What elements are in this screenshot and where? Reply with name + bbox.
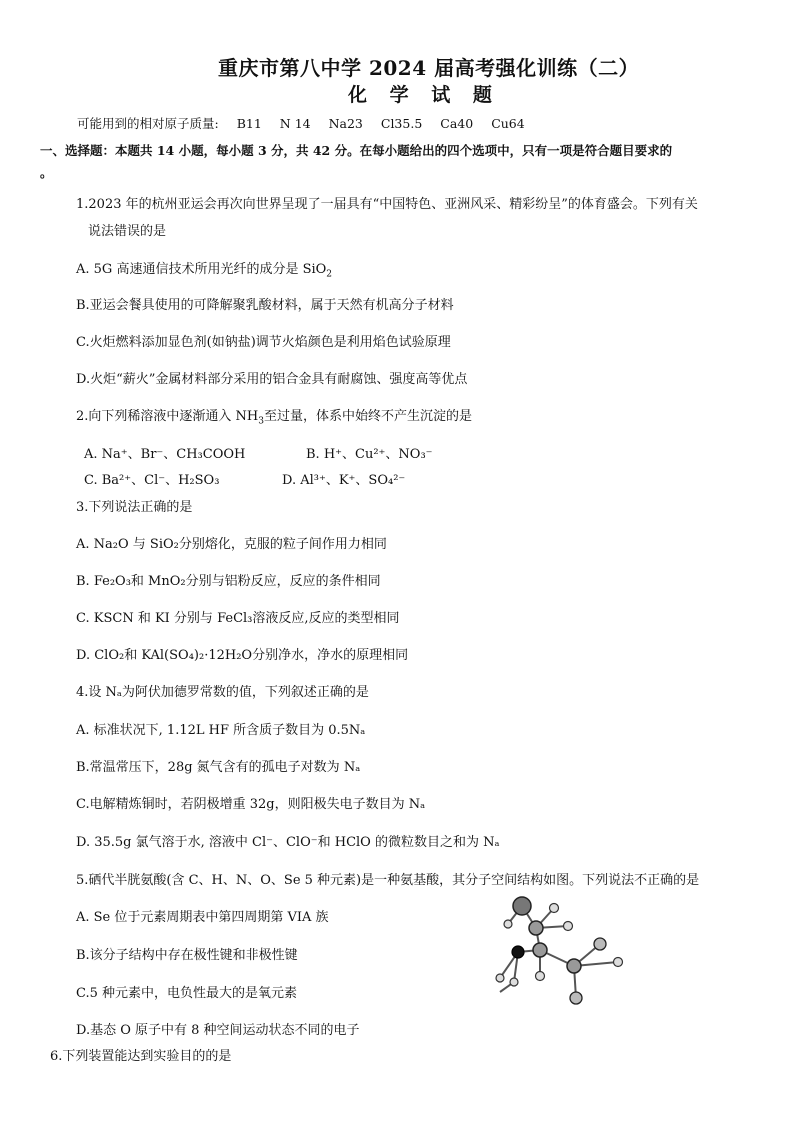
question-1-option-d: D.火炬“薪火”金属材料部分采用的铝合金具有耐腐蚀、强度高等优点 — [76, 372, 468, 387]
atom-c — [567, 959, 581, 973]
atom-o — [594, 938, 606, 950]
question-2-option-b: B. H⁺、Cu²⁺、NO₃⁻ — [306, 447, 433, 462]
mass-item: Cl35.5 — [380, 116, 423, 131]
atom-h — [564, 922, 573, 931]
question-3-option-c: C. KSCN 和 KI 分别与 FeCl₃溶液反应,反应的类型相同 — [76, 611, 400, 626]
question-3-stem: 3.下列说法正确的是 — [76, 500, 193, 515]
section-heading-tail: 。 — [40, 165, 53, 180]
question-6-stem: 6.下列装置能达到实验目的的是 — [50, 1049, 232, 1064]
atom-o — [570, 992, 582, 1004]
atom-c — [529, 921, 543, 935]
question-1-option-c: C.火炬燃料添加显色剂(如钠盐)调节火焰颜色是利用焰色试验原理 — [76, 335, 451, 350]
atom-h — [550, 904, 559, 913]
question-5-stem: 5.硒代半胱氨酸(含 C、H、N、O、Se 5 种元素)是一种氨基酸，其分子空间结构如图。下列说法不正确的是 — [76, 873, 700, 888]
section-heading: 一、选择题：本题共 14 小题，每小题 3 分，共 42 分。在每小题给出的四个选项中，只有一项是符合题目要求的 — [40, 143, 673, 158]
masses-label: 可能用到的相对原子质量: — [77, 116, 219, 131]
question-4-stem: 4.设 Nₐ为阿伏加德罗常数的值，下列叙述正确的是 — [76, 685, 369, 700]
molecule-structure-figure — [478, 890, 638, 1010]
question-2-option-c: C. Ba²⁺、Cl⁻、H₂SO₃ — [84, 473, 220, 488]
atom-h — [504, 920, 512, 928]
question-5-option-c: C.5 种元素中，电负性最大的是氧元素 — [76, 986, 298, 1001]
mass-item: N 14 — [279, 116, 311, 131]
question-5-option-a: A. Se 位于元素周期表中第四周期第 VIA 族 — [76, 910, 329, 925]
atom-h — [510, 978, 518, 986]
question-3-option-a: A. Na₂O 与 SiO₂分别熔化，克服的粒子间作用力相同 — [76, 537, 387, 552]
relative-atomic-masses — [77, 114, 525, 132]
atom-se — [513, 897, 531, 915]
question-4-option-b: B.常温常压下，28g 氮气含有的孤电子对数为 Nₐ — [76, 760, 361, 775]
atom-h — [496, 974, 504, 982]
question-5-option-b: B.该分子结构中存在极性键和非极性键 — [76, 948, 298, 963]
question-1-option-a: A. 5G 高速通信技术所用光纤的成分是 SiO$_2$ — [76, 262, 333, 280]
question-2-option-a: A. Na⁺、Br⁻、CH₃COOH — [84, 447, 246, 462]
atom-h — [536, 972, 545, 981]
question-4-option-d: D. 35.5g 氯气溶于水, 溶液中 Cl⁻、ClO⁻和 HClO 的微粒数目之和为 Nₐ — [76, 835, 500, 850]
question-3-option-b: B. Fe₂O₃和 MnO₂分别与铝粉反应，反应的条件相同 — [76, 574, 381, 589]
mass-item: Ca40 — [440, 116, 474, 131]
question-4-option-c: C.电解精炼铜时，若阴极增重 32g，则阳极失电子数目为 Nₐ — [76, 797, 426, 812]
question-5-option-d: D.基态 O 原子中有 8 种空间运动状态不同的电子 — [76, 1023, 360, 1038]
mass-item: Na23 — [328, 116, 363, 131]
question-1-option-b: B.亚运会餐具使用的可降解聚乳酸材料，属于天然有机高分子材料 — [76, 298, 454, 313]
atom-c — [533, 943, 547, 957]
question-2-option-d: D. Al³⁺、K⁺、SO₄²⁻ — [282, 473, 406, 488]
question-4-option-a: A. 标准状况下, 1.12L HF 所含质子数目为 0.5Nₐ — [76, 723, 366, 738]
question-3-option-d: D. ClO₂和 KAl(SO₄)₂·12H₂O分别净水，净水的原理相同 — [76, 648, 409, 663]
atom-h — [614, 958, 623, 967]
page-subtitle: 化 学 试 题 — [348, 84, 500, 106]
question-2-stem: 2.向下列稀溶液中逐渐通入 $NH_3$至过量，体系中始终不产生沉淀的是 — [76, 409, 473, 427]
molecule-atoms — [496, 897, 623, 1004]
page-title: 重庆市第八中学 2024 届高考强化训练（二） — [218, 56, 640, 80]
mass-item: B11 — [236, 116, 262, 131]
mass-item: Cu64 — [491, 116, 525, 131]
atom-n — [512, 946, 524, 958]
question-1-stem: 1.2023 年的杭州亚运会再次向世界呈现了一届具有“中国特色、亚洲风采、精彩纷呈”的体育盛会。下列有关 — [76, 197, 698, 212]
question-1-stem-cont: 说法错误的是 — [88, 224, 167, 239]
